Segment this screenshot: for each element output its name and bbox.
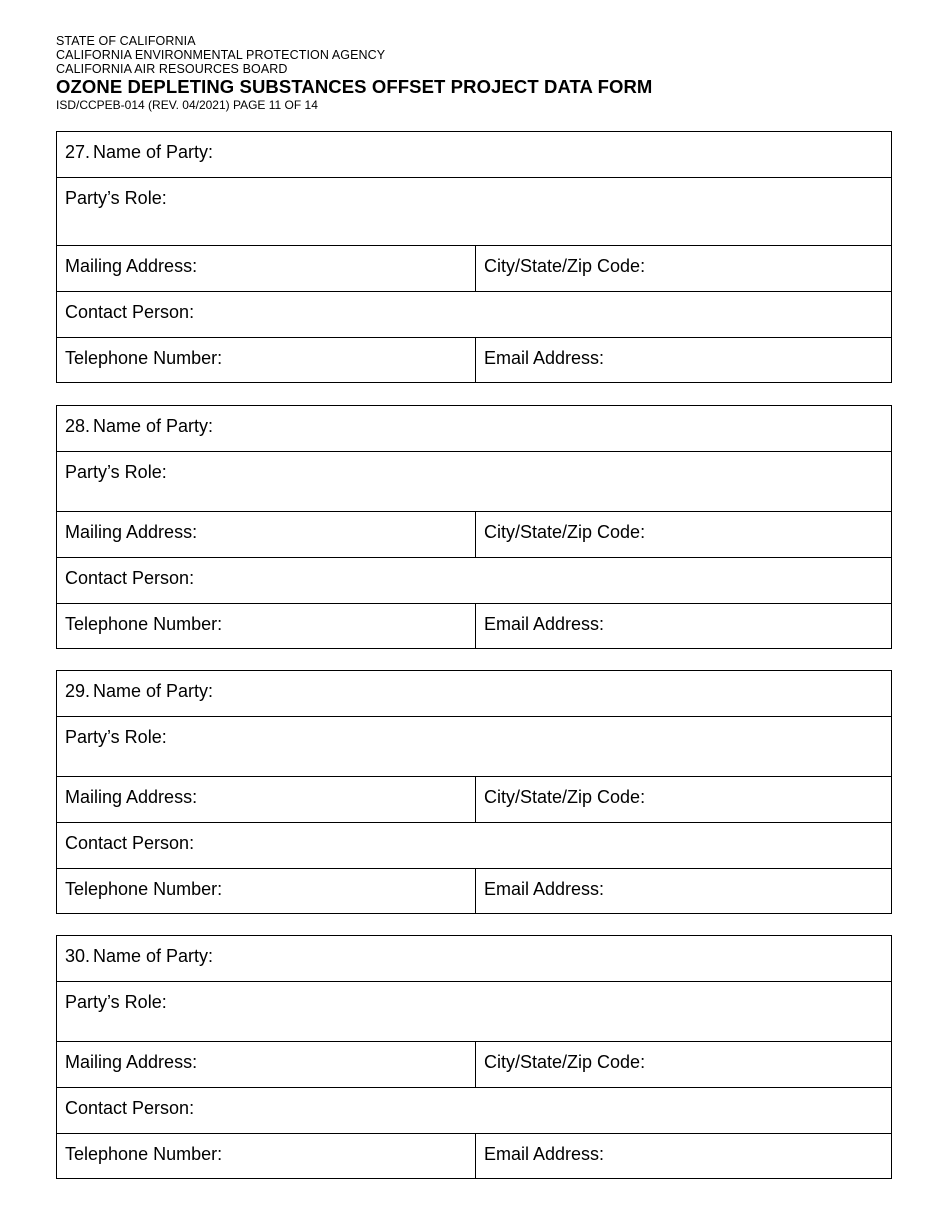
telephone-number-label: Telephone Number: (65, 348, 223, 368)
telephone-number-field[interactable] (57, 338, 476, 382)
city-state-zip-label: City/State/Zip Code: (484, 787, 646, 807)
address-row (57, 777, 891, 823)
telephone-number-label: Telephone Number: (65, 879, 223, 899)
name-of-party-field[interactable] (57, 936, 891, 981)
city-state-zip-field[interactable] (476, 777, 891, 822)
mailing-address-label: Mailing Address: (65, 1052, 198, 1072)
telephone-number-field[interactable] (57, 604, 476, 648)
partys-role-field[interactable] (57, 982, 891, 1041)
party-block-27 (56, 131, 892, 383)
name-of-party-row (57, 132, 891, 178)
phone-email-row (57, 1134, 891, 1178)
city-state-zip-label: City/State/Zip Code: (484, 522, 646, 542)
contact-person-field[interactable] (57, 1088, 891, 1133)
mailing-address-field[interactable] (57, 512, 476, 557)
contact-person-label: Contact Person: (65, 1098, 195, 1118)
contact-person-row (57, 823, 891, 869)
name-of-party-label: Name of Party: (93, 416, 214, 436)
name-of-party-field[interactable] (57, 671, 891, 716)
name-of-party-field[interactable] (57, 132, 891, 177)
agency-line: CALIFORNIA ENVIRONMENTAL PROTECTION AGENCY (56, 48, 386, 62)
contact-person-label: Contact Person: (65, 568, 195, 588)
party-number: 29. (65, 681, 91, 701)
partys-role-row (57, 452, 891, 512)
telephone-number-label: Telephone Number: (65, 1144, 223, 1164)
contact-person-field[interactable] (57, 823, 891, 868)
partys-role-label: Party’s Role: (65, 462, 167, 482)
board-line: CALIFORNIA AIR RESOURCES BOARD (56, 62, 288, 76)
phone-email-row (57, 338, 891, 382)
contact-person-field[interactable] (57, 292, 891, 337)
email-address-label: Email Address: (484, 879, 605, 899)
partys-role-label: Party’s Role: (65, 727, 167, 747)
email-address-label: Email Address: (484, 348, 605, 368)
contact-person-row (57, 292, 891, 338)
email-address-field[interactable] (476, 338, 891, 382)
email-address-field[interactable] (476, 869, 891, 913)
mailing-address-field[interactable] (57, 246, 476, 291)
phone-email-row (57, 869, 891, 913)
name-of-party-row (57, 936, 891, 982)
partys-role-row (57, 717, 891, 777)
party-block-30 (56, 935, 892, 1179)
partys-role-row (57, 178, 891, 246)
mailing-address-label: Mailing Address: (65, 256, 198, 276)
email-address-field[interactable] (476, 1134, 891, 1178)
name-of-party-label: Name of Party: (93, 142, 214, 162)
partys-role-field[interactable] (57, 452, 891, 511)
city-state-zip-label: City/State/Zip Code: (484, 256, 646, 276)
form-header (56, 34, 652, 112)
partys-role-label: Party’s Role: (65, 992, 167, 1012)
form-id-line: ISD/CCPEB-014 (REV. 04/2021) PAGE 11 OF 14 (56, 98, 318, 112)
mailing-address-label: Mailing Address: (65, 787, 198, 807)
city-state-zip-field[interactable] (476, 246, 891, 291)
city-state-zip-field[interactable] (476, 512, 891, 557)
party-block-28 (56, 405, 892, 649)
partys-role-row (57, 982, 891, 1042)
city-state-zip-label: City/State/Zip Code: (484, 1052, 646, 1072)
contact-person-label: Contact Person: (65, 302, 195, 322)
telephone-number-field[interactable] (57, 1134, 476, 1178)
address-row (57, 1042, 891, 1088)
party-number: 30. (65, 946, 91, 966)
contact-person-row (57, 1088, 891, 1134)
party-block-29 (56, 670, 892, 914)
telephone-number-field[interactable] (57, 869, 476, 913)
address-row (57, 512, 891, 558)
email-address-label: Email Address: (484, 1144, 605, 1164)
party-number: 27. (65, 142, 91, 162)
name-of-party-field[interactable] (57, 406, 891, 451)
phone-email-row (57, 604, 891, 648)
mailing-address-field[interactable] (57, 777, 476, 822)
partys-role-field[interactable] (57, 717, 891, 776)
contact-person-field[interactable] (57, 558, 891, 603)
name-of-party-label: Name of Party: (93, 681, 214, 701)
contact-person-row (57, 558, 891, 604)
mailing-address-field[interactable] (57, 1042, 476, 1087)
city-state-zip-field[interactable] (476, 1042, 891, 1087)
name-of-party-label: Name of Party: (93, 946, 214, 966)
partys-role-label: Party’s Role: (65, 188, 167, 208)
name-of-party-row (57, 671, 891, 717)
partys-role-field[interactable] (57, 178, 891, 245)
state-line: STATE OF CALIFORNIA (56, 34, 196, 48)
address-row (57, 246, 891, 292)
email-address-label: Email Address: (484, 614, 605, 634)
contact-person-label: Contact Person: (65, 833, 195, 853)
telephone-number-label: Telephone Number: (65, 614, 223, 634)
form-title: OZONE DEPLETING SUBSTANCES OFFSET PROJECT DATA FORM (56, 76, 653, 97)
name-of-party-row (57, 406, 891, 452)
mailing-address-label: Mailing Address: (65, 522, 198, 542)
party-number: 28. (65, 416, 91, 436)
email-address-field[interactable] (476, 604, 891, 648)
